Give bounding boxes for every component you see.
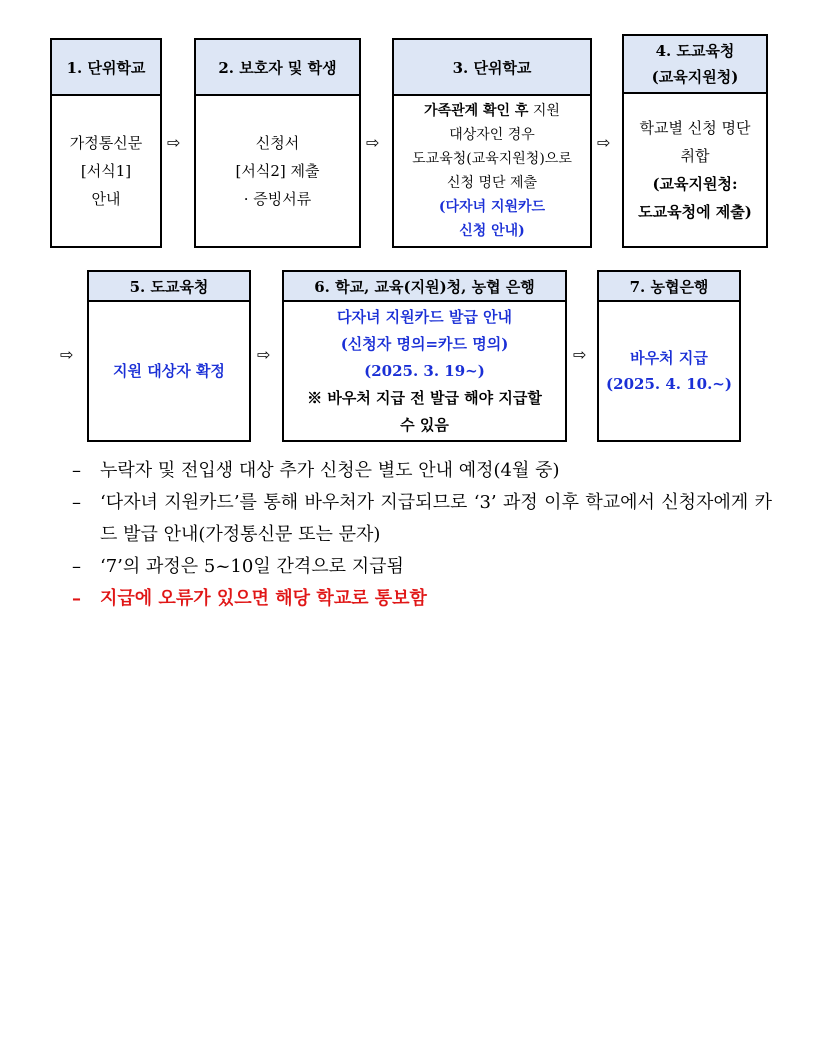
step6-note-line: 수 있음 [400, 415, 449, 434]
step3-line [424, 99, 560, 123]
arrow-icon: ⇨ [366, 133, 380, 152]
step3-line: 도교육청(교육지원청)으로 [412, 151, 572, 167]
step7-title: 7. 농협은행 [599, 272, 739, 302]
step4-line: 학교별 신청 명단 [639, 119, 751, 137]
step3-body [394, 96, 590, 246]
step2-line: [서식2] 제출 [235, 162, 320, 180]
dash-icon: – [72, 556, 81, 577]
note-item [72, 487, 772, 551]
step4-box [622, 34, 768, 248]
arrow-icon: ⇨ [597, 133, 611, 152]
note-item [72, 551, 772, 583]
step6-title: 6. 학교, 교육(지원)청, 농협 은행 [284, 272, 565, 302]
step3-line: 대상자인 경우 [449, 127, 535, 143]
arrow-icon: ⇨ [573, 345, 587, 364]
step3-line-rest: 지원 [528, 103, 560, 119]
step1-body [52, 96, 160, 246]
step2-title: 2. 보호자 및 학생 [196, 40, 359, 96]
dash-icon: – [72, 460, 81, 481]
step2-body [196, 96, 359, 246]
step4-bold-line: 도교육청에 제출) [638, 203, 752, 221]
note-item-warning [72, 583, 772, 615]
note-text: ‘다자녀 지원카드’를 통해 바우처가 지급되므로 ‘3’ 과정 이후 학교에서 신청자에게 카드 발급 안내(가정통신문 또는 문자) [100, 492, 772, 545]
step2-line: 신청서 [255, 134, 300, 152]
dash-icon: – [72, 588, 81, 609]
step4-bold-line: (교육지원청: [652, 175, 738, 193]
step6-note-line: ※ 바우처 지급 전 발급 해야 지급할 [307, 388, 542, 407]
step3-blue-line: 신청 안내) [459, 223, 525, 239]
step1-line: 가정통신문 [69, 134, 143, 152]
step6-body [284, 302, 565, 440]
note-text: 누락자 및 전입생 대상 추가 신청은 별도 안내 예정(4월 중) [100, 460, 560, 481]
step7-blue-line: (2025. 4. 10.~) [606, 375, 732, 393]
step5-title: 5. 도교육청 [89, 272, 249, 302]
step6-box [282, 270, 567, 442]
step4-title [624, 36, 766, 94]
note-text: ‘7’의 과정은 5~10일 간격으로 지급됨 [100, 556, 404, 577]
step6-blue-line: (2025. 3. 19~) [364, 361, 485, 380]
step5-box [87, 270, 251, 442]
step1-line: [서식1] [80, 162, 132, 180]
step4-title-line: 4. 도교육청 [655, 42, 735, 60]
step3-box [392, 38, 592, 248]
step2-box [194, 38, 361, 248]
dash-icon: – [72, 492, 81, 513]
step4-title-line: (교육지원청) [651, 68, 739, 86]
step4-body [624, 94, 766, 246]
arrow-icon: ⇨ [257, 345, 271, 364]
notes-list [72, 455, 772, 615]
step4-line: 취합 [680, 147, 710, 165]
note-item [72, 455, 772, 487]
step7-body [599, 302, 739, 440]
step3-blue-line: (다자녀 지원카드 [438, 199, 546, 215]
arrow-icon: ⇨ [60, 345, 74, 364]
step7-blue-line: 바우처 지급 [630, 349, 708, 367]
note-text: 지급에 오류가 있으면 해당 학교로 통보함 [100, 588, 427, 609]
step1-line: 안내 [91, 190, 121, 208]
step2-line: · 증빙서류 [243, 190, 312, 208]
step3-line-bold: 가족관계 확인 후 [424, 103, 529, 119]
step1-title: 1. 단위학교 [52, 40, 160, 96]
arrow-icon: ⇨ [167, 133, 181, 152]
step7-box [597, 270, 741, 442]
step3-line: 신청 명단 제출 [446, 175, 538, 191]
step5-body: 지원 대상자 확정 [113, 362, 225, 380]
step3-title: 3. 단위학교 [394, 40, 590, 96]
step1-box [50, 38, 162, 248]
step6-blue-line: 다자녀 지원카드 발급 안내 [336, 307, 513, 326]
step6-blue-line: (신청자 명의=카드 명의) [340, 334, 509, 353]
